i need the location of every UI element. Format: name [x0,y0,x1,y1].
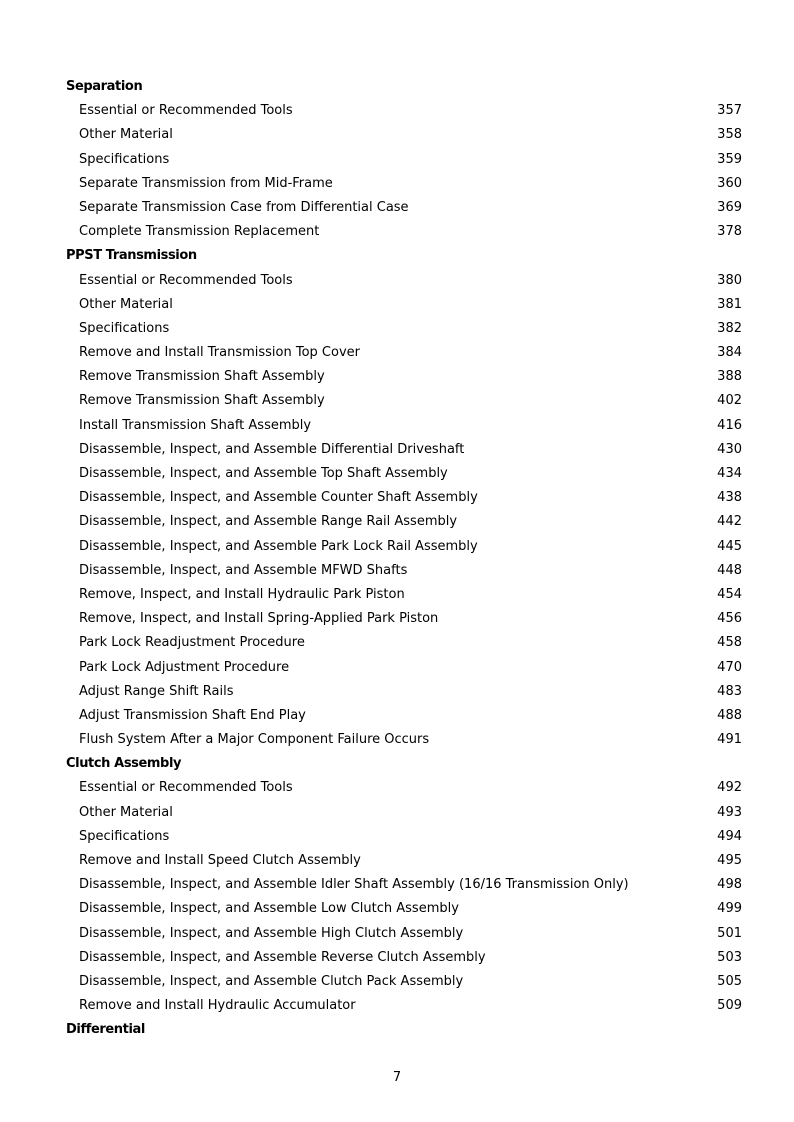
entry-label[interactable]: Complete Transmission Replacement [79,224,320,240]
section-title[interactable]: Clutch Assembly [66,756,182,772]
entry-page-number[interactable]: 498 [717,877,742,893]
entry-page-number[interactable]: 505 [717,973,742,989]
toc-section [66,1018,742,1042]
entry-page-number[interactable]: 458 [717,635,742,651]
toc-entry[interactable] [66,776,742,800]
toc-entry[interactable] [66,293,742,317]
entry-label[interactable]: Disassemble, Inspect, and Assemble High Clutch Assembly [79,925,464,941]
entry-label[interactable]: Disassemble, Inspect, and Assemble Top Shaft Assembly [79,466,448,481]
entry-page-number[interactable]: 501 [717,925,742,941]
entry-page-number[interactable]: 388 [717,369,742,385]
toc-entry[interactable] [66,922,742,946]
section-title[interactable]: Separation [66,79,143,94]
entry-page-number[interactable]: 378 [717,224,742,240]
entry-label[interactable]: Specifications [79,828,170,844]
entry-page-number[interactable]: 448 [717,562,742,578]
entry-page-number[interactable]: 488 [717,707,742,723]
toc-entry[interactable] [66,656,742,680]
entry-page-number[interactable]: 434 [717,466,742,481]
entry-label[interactable]: Remove, Inspect, and Install Spring-Applied Park Piston [79,611,439,627]
entry-label[interactable]: Essential or Recommended Tools [79,103,293,119]
entry-page-number[interactable]: 503 [717,949,742,965]
entry-page-number[interactable]: 456 [717,611,742,627]
toc-entry[interactable] [66,486,742,510]
entry-label[interactable]: Remove Transmission Shaft Assembly [79,393,325,409]
entry-page-number[interactable]: 369 [717,199,742,215]
toc-entry[interactable] [66,269,742,293]
toc-entry[interactable] [66,607,742,631]
toc-entry[interactable] [66,389,742,413]
toc-entry[interactable] [66,728,742,752]
entry-page-number[interactable]: 384 [717,345,742,361]
entry-label[interactable]: Install Transmission Shaft Assembly [79,417,312,433]
toc-section [66,244,742,752]
entry-label[interactable]: Disassemble, Inspect, and Assemble Reverse Clutch Assembly [79,949,486,965]
toc-entry[interactable] [66,341,742,365]
toc-entry[interactable] [66,631,742,655]
entry-page-number[interactable]: 509 [717,998,742,1014]
entry-label[interactable]: Disassemble, Inspect, and Assemble Range Rail Assembly [79,514,458,530]
entry-label[interactable]: Disassemble, Inspect, and Assemble MFWD Shafts [79,562,408,578]
entry-page-number[interactable]: 492 [717,780,742,796]
entry-page-number[interactable]: 494 [717,828,742,844]
toc-entry[interactable] [66,438,742,462]
entry-page-number[interactable]: 454 [717,586,742,602]
toc-entry[interactable] [66,994,742,1018]
entry-label[interactable]: Disassemble, Inspect, and Assemble Low Clutch Assembly [79,901,459,917]
entry-label[interactable]: Adjust Transmission Shaft End Play [79,707,306,723]
toc-entry[interactable] [66,873,742,897]
entry-label[interactable]: Essential or Recommended Tools [79,272,293,288]
entry-page-number[interactable]: 359 [717,151,742,167]
toc-entry[interactable] [66,559,742,583]
section-title[interactable]: Differential [66,1022,145,1038]
toc-entry[interactable] [66,414,742,438]
entry-label[interactable]: Separate Transmission from Mid-Frame [79,175,333,191]
table-of-contents [66,75,742,1043]
toc-section [66,752,742,1018]
page-number: 7 [392,1070,402,1085]
toc-entry[interactable] [66,535,742,559]
entry-page-number[interactable]: 493 [717,804,742,820]
entry-label[interactable]: Flush System After a Major Component Failure Occurs [79,732,430,748]
entry-label[interactable]: Disassemble, Inspect, and Assemble Counter Shaft Assembly [79,490,478,506]
toc-entry[interactable] [66,897,742,921]
toc-entry[interactable] [66,849,742,873]
entry-page-number[interactable]: 381 [717,296,742,312]
entry-label[interactable]: Remove, Inspect, and Install Hydraulic Park Piston [79,586,405,602]
entry-label[interactable]: Remove and Install Hydraulic Accumulator [79,998,356,1014]
entry-label[interactable]: Remove Transmission Shaft Assembly [79,369,325,385]
toc-entry[interactable] [66,680,742,704]
entry-label[interactable]: Other Material [79,296,173,312]
entry-page-number[interactable]: 445 [717,538,742,554]
toc-entry[interactable] [66,196,742,220]
entry-page-number[interactable]: 499 [717,901,742,917]
entry-page-number[interactable]: 483 [717,683,742,699]
toc-entry[interactable] [66,99,742,123]
entry-label[interactable]: Other Material [79,127,173,143]
entry-page-number[interactable]: 495 [717,853,742,868]
entry-page-number[interactable]: 358 [717,127,742,143]
entry-label[interactable]: Park Lock Readjustment Procedure [79,635,305,651]
entry-page-number[interactable]: 402 [717,393,742,409]
toc-entry[interactable] [66,172,742,196]
entry-label[interactable]: Separate Transmission Case from Differential Case [79,199,409,215]
entry-page-number[interactable]: 380 [717,272,742,288]
entry-page-number[interactable]: 438 [717,490,742,506]
toc-entry[interactable] [66,148,742,172]
entry-page-number[interactable]: 382 [717,320,742,336]
toc-entry[interactable] [66,801,742,825]
entry-page-number[interactable]: 357 [717,103,742,119]
entry-label[interactable]: Specifications [79,320,170,336]
entry-page-number[interactable]: 416 [717,417,742,433]
entry-label[interactable]: Disassemble, Inspect, and Assemble Idler Shaft Assembly (16/16 Transmission Only) [79,877,629,893]
toc-entry[interactable] [66,462,742,486]
toc-entry[interactable] [66,220,742,244]
entry-label[interactable]: Remove and Install Speed Clutch Assembly [79,853,361,868]
entry-label[interactable]: Disassemble, Inspect, and Assemble Differential Driveshaft [79,441,465,457]
toc-entry[interactable] [66,946,742,970]
entry-page-number[interactable]: 360 [717,175,742,191]
toc-entry[interactable] [66,365,742,389]
entry-page-number[interactable]: 430 [717,441,742,457]
entry-label[interactable]: Park Lock Adjustment Procedure [79,659,290,675]
toc-entry[interactable] [66,583,742,607]
toc-entry[interactable] [66,123,742,147]
toc-entry[interactable] [66,825,742,849]
entry-label[interactable]: Disassemble, Inspect, and Assemble Clutch Pack Assembly [79,973,464,989]
entry-label[interactable]: Adjust Range Shift Rails [79,683,234,699]
entry-label[interactable]: Essential or Recommended Tools [79,780,293,796]
toc-entry[interactable] [66,970,742,994]
entry-page-number[interactable]: 470 [717,659,742,675]
entry-page-number[interactable]: 442 [717,514,742,530]
entry-label[interactable]: Specifications [79,151,170,167]
entry-label[interactable]: Disassemble, Inspect, and Assemble Park Lock Rail Assembly [79,538,478,554]
section-title[interactable]: PPST Transmission [66,248,197,264]
entry-label[interactable]: Remove and Install Transmission Top Cover [79,345,360,361]
toc-entry[interactable] [66,704,742,728]
toc-entry[interactable] [66,510,742,534]
entry-page-number[interactable]: 491 [717,732,742,748]
toc-section [66,75,742,244]
toc-entry[interactable] [66,317,742,341]
entry-label[interactable]: Other Material [79,804,173,820]
